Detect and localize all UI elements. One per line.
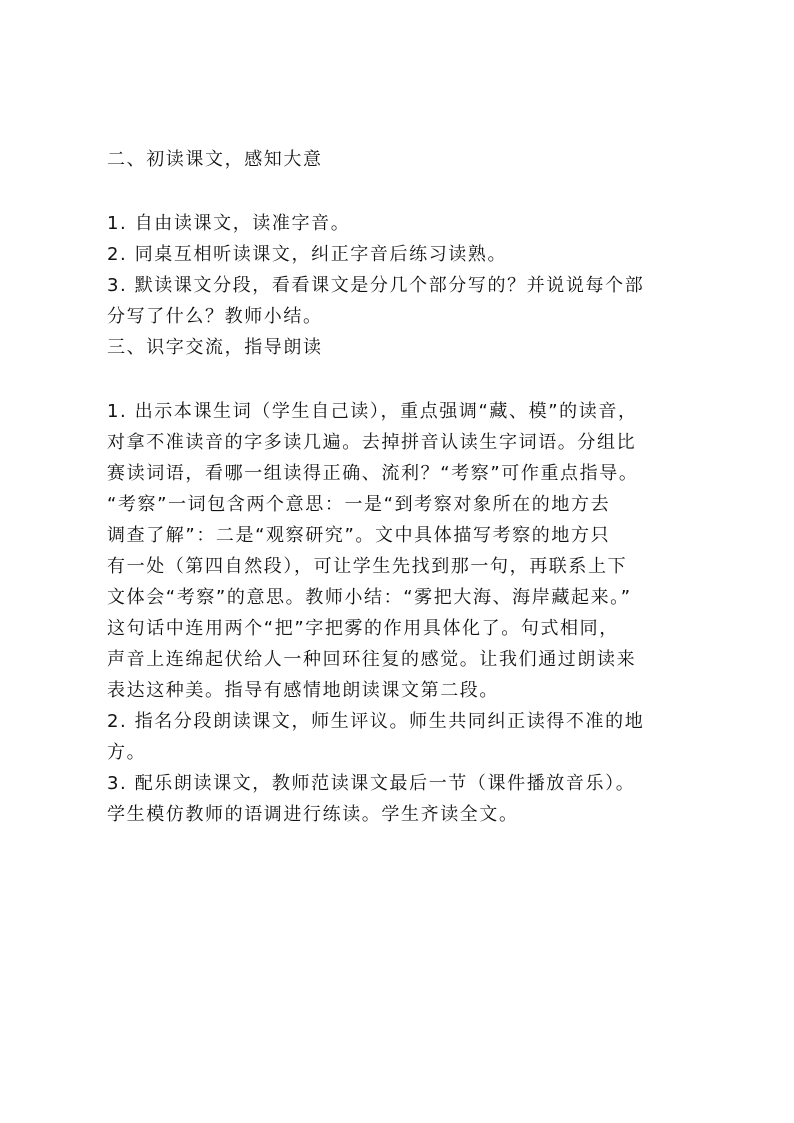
spacer	[107, 363, 697, 396]
section3-item1-line2: 对拿不准读音的字多读几遍。去掉拼音认读生字词语。分组比	[107, 432, 637, 453]
section3-item1-line7: 文体会“考察”的意思。教师小结：“雾把大海、海岸藏起来。”	[107, 587, 632, 608]
section3-item1-line1: 1. 出示本课生词（学生自己读），重点强调“藏、模”的读音，	[107, 401, 638, 422]
section3-item3-line2: 学生模仿教师的语调进行练读。学生齐读全文。	[107, 804, 519, 825]
section3-item1-line5: 调查了解”：二是“观察研究”。文中具体描写考察的地方只	[107, 525, 611, 546]
document-body	[107, 144, 697, 830]
section3-item1-line8: 这句话中连用两个“把”字把雾的作用具体化了。句式相同，	[107, 618, 619, 639]
section3-item1-line6: 有一处（第四自然段），可让学生先找到那一句，再联系上下	[107, 556, 628, 577]
section2-item3-line1: 3. 默读课文分段，看看课文是分几个部分写的？并说说每个部	[107, 275, 645, 296]
section3-item2-line2: 方。	[107, 742, 147, 763]
section2-item2-line1: 2. 同桌互相听读课文，纠正字音后练习读熟。	[107, 244, 508, 265]
section-heading-2: 二、初读课文，感知大意	[107, 149, 323, 170]
section2-item1-line1: 1. 自由读课文，读准字音。	[107, 213, 351, 234]
spacer	[107, 175, 697, 208]
section-heading-3: 三、识字交流，指导朗读	[107, 337, 323, 358]
section3-item1-line10: 表达这种美。指导有感情地朗读课文第二段。	[107, 680, 499, 701]
section2-item3-line2: 分写了什么？教师小结。	[107, 306, 323, 327]
section3-item2-line1: 2. 指名分段朗读课文，师生评议。师生共同纠正读得不准的地	[107, 711, 645, 732]
section3-item1-line4: “考察”一词包含两个意思：一是“到考察对象所在的地方去	[107, 494, 611, 515]
section3-item1-line9: 声音上连绵起伏给人一种回环往复的感觉。让我们通过朗读来	[107, 649, 637, 670]
section3-item3-line1: 3. 配乐朗读课文，教师范读课文最后一节（课件播放音乐）。	[107, 773, 636, 794]
section3-item1-line3: 赛读词语，看哪一组读得正确、流利？“考察”可作重点指导。	[107, 463, 639, 484]
